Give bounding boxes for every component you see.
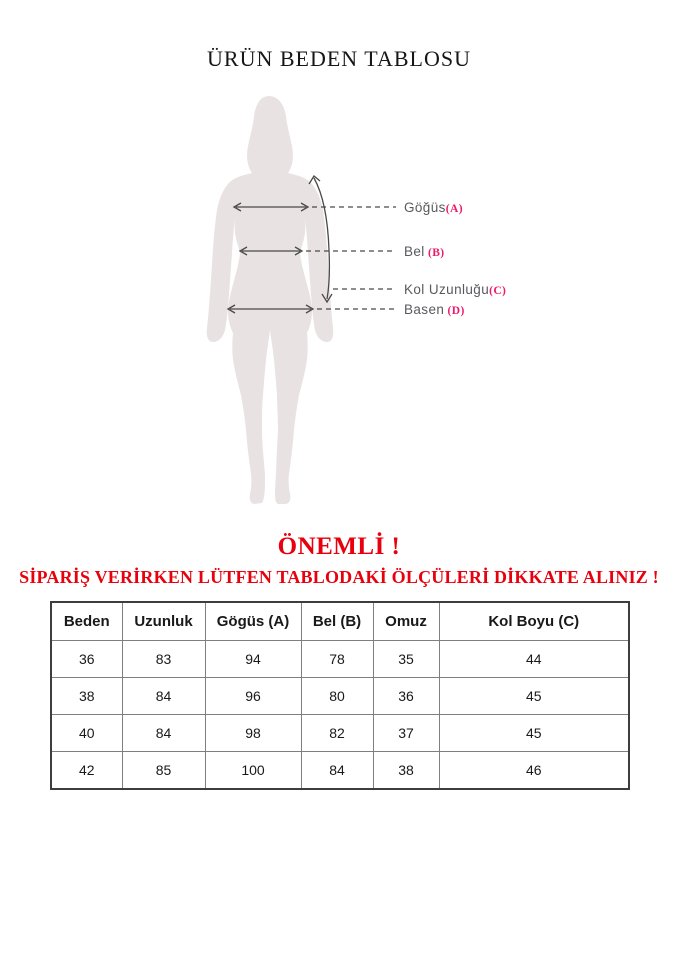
- size-table-cell: 84: [122, 715, 205, 752]
- size-table-cell: 100: [205, 752, 301, 790]
- size-table-cell: 38: [373, 752, 439, 790]
- measurement-label-arm-length: [404, 282, 506, 299]
- size-table-cell: 40: [51, 715, 122, 752]
- size-table-cell: 45: [439, 678, 629, 715]
- header-bel: Bel (B): [301, 602, 373, 641]
- size-table-cell: 84: [301, 752, 373, 790]
- size-table-cell: 82: [301, 715, 373, 752]
- measurement-letter: (D): [444, 305, 465, 317]
- size-table-cell: 98: [205, 715, 301, 752]
- measurement-name: Göğüs: [404, 200, 446, 215]
- size-table-cell: 46: [439, 752, 629, 790]
- header-omuz: Omuz: [373, 602, 439, 641]
- size-table-cell: 36: [51, 641, 122, 678]
- table-row: [51, 715, 629, 752]
- measurement-name: Bel: [404, 244, 425, 259]
- measurement-label-hip: [404, 302, 465, 319]
- size-table-cell: 84: [122, 678, 205, 715]
- measurement-label-chest: [404, 200, 463, 217]
- body-measurement-diagram: [196, 92, 516, 512]
- warning-subheading: SİPARİŞ VERİRKEN LÜTFEN TABLODAKİ ÖLÇÜLERİ DİKKATE ALINIZ !: [19, 567, 659, 587]
- size-table-cell: 36: [373, 678, 439, 715]
- header-gogus: Gögüs (A): [205, 602, 301, 641]
- size-table-cell: 96: [205, 678, 301, 715]
- size-table-cell: 78: [301, 641, 373, 678]
- size-table-cell: 83: [122, 641, 205, 678]
- table-row: [51, 752, 629, 790]
- table-row: [51, 678, 629, 715]
- header-uzunluk: Uzunluk: [122, 602, 205, 641]
- size-table-cell: 94: [205, 641, 301, 678]
- measurement-name: Basen: [404, 302, 445, 317]
- warning-heading: ÖNEMLİ !: [277, 533, 401, 560]
- size-table: [50, 601, 630, 790]
- body-silhouette: [207, 96, 334, 504]
- size-table-cell: 38: [51, 678, 122, 715]
- size-table-cell: 35: [373, 641, 439, 678]
- size-table-cell: 44: [439, 641, 629, 678]
- table-row: [51, 641, 629, 678]
- size-table-header-row: [51, 602, 629, 641]
- page-title: ÜRÜN BEDEN TABLOSU: [207, 46, 471, 71]
- header-kol-boyu: Kol Boyu (C): [439, 602, 629, 641]
- size-table-cell: 42: [51, 752, 122, 790]
- size-table-cell: 80: [301, 678, 373, 715]
- measurement-name: Kol Uzunluğu: [404, 282, 490, 297]
- measurement-letter: (A): [445, 203, 463, 215]
- size-table-cell: 85: [122, 752, 205, 790]
- size-table-cell: 37: [373, 715, 439, 752]
- measurement-label-waist: [404, 244, 445, 261]
- size-table-cell: 45: [439, 715, 629, 752]
- measurement-letter: (B): [424, 247, 445, 259]
- measurement-letter: (C): [489, 285, 507, 297]
- header-beden: Beden: [51, 602, 122, 641]
